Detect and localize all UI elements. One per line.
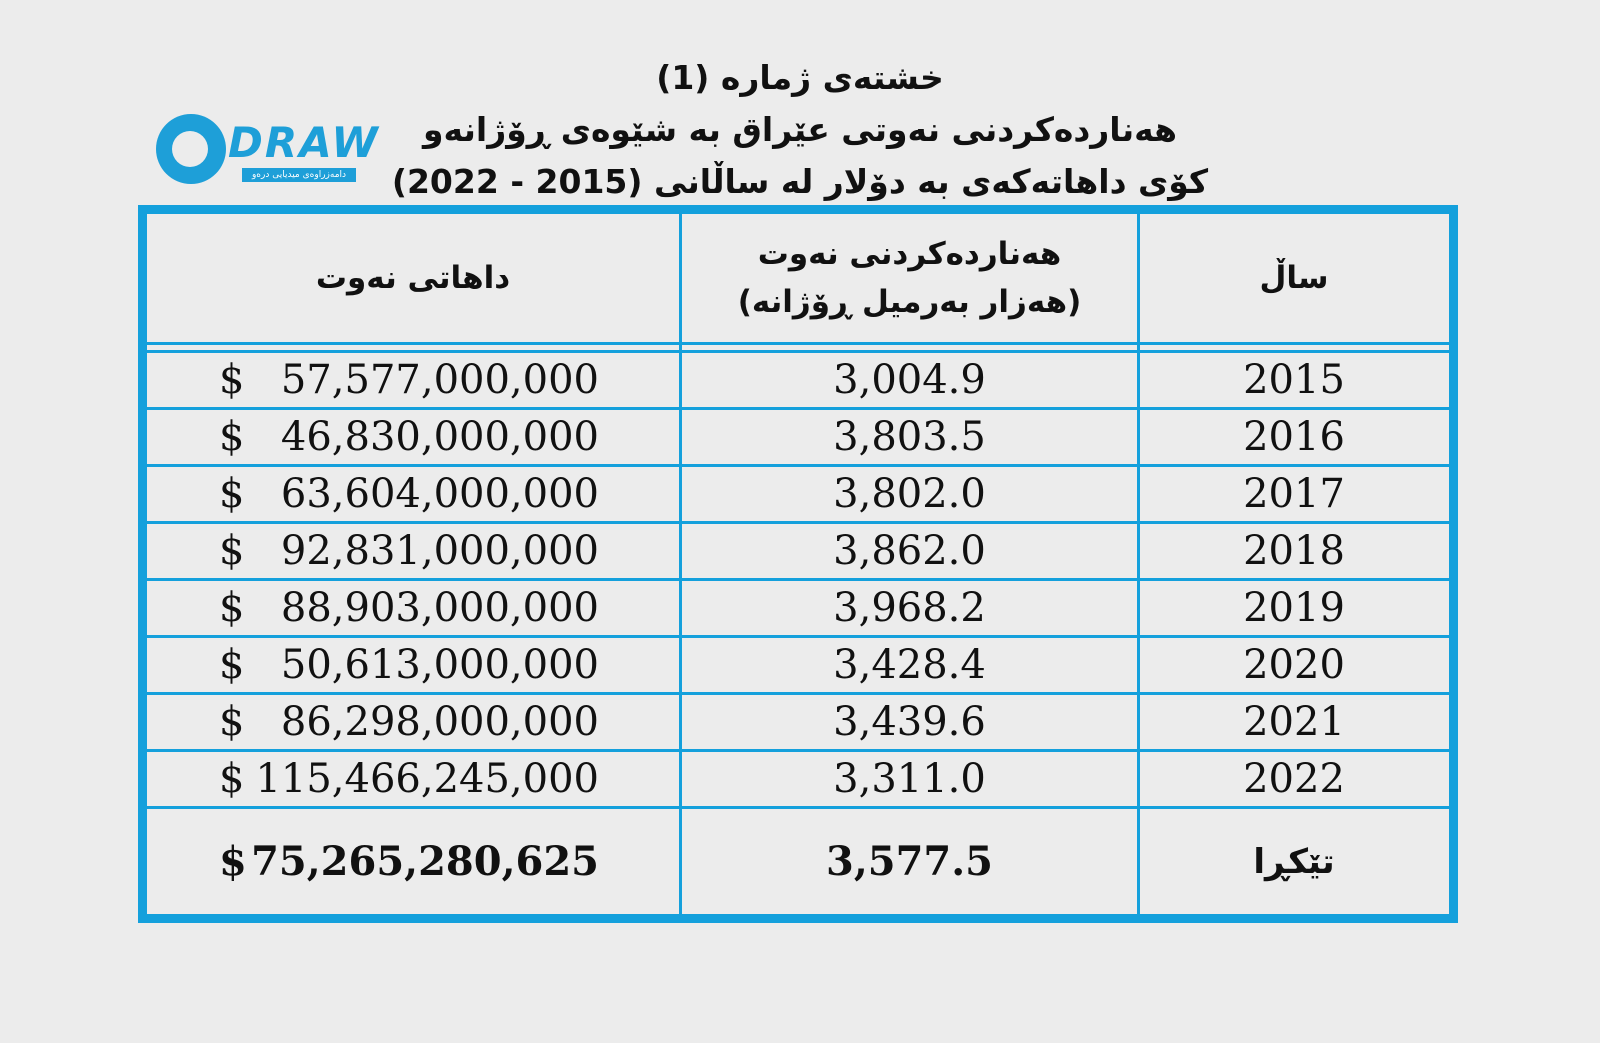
revenue-value: 88,903,000,000 <box>280 585 599 631</box>
revenue-value: 50,613,000,000 <box>280 642 599 688</box>
header-revenue: داهاتی نەوت <box>315 260 511 296</box>
year-cell: 2019 <box>1243 585 1345 631</box>
revenue-value: 63,604,000,000 <box>280 471 599 517</box>
draw-logo <box>156 112 380 194</box>
currency-symbol: $ <box>219 756 245 802</box>
currency-symbol: $ <box>219 357 245 403</box>
header-divider <box>147 342 1449 345</box>
revenue-cell <box>147 524 679 578</box>
revenue-value: 115,466,245,000 <box>255 756 599 802</box>
year-cell: 2022 <box>1243 756 1345 802</box>
title-line-1: خشتەی ژمارە (1) <box>656 58 944 97</box>
currency-symbol: $ <box>219 528 245 574</box>
revenue-cell <box>147 581 679 635</box>
export-cell: 3,968.2 <box>833 585 986 631</box>
header-export-title: هەناردەکردنی نەوت <box>757 236 1062 272</box>
export-cell: 3,439.6 <box>833 699 986 745</box>
revenue-cell <box>147 752 679 806</box>
title-line-2: هەناردەکردنی نەوتی عێراق بە شێوەی ڕۆژانەو <box>423 110 1177 149</box>
year-cell: 2017 <box>1243 471 1345 517</box>
average-export-cell: 3,577.5 <box>825 838 993 885</box>
currency-symbol: $ <box>219 699 245 745</box>
currency-symbol: $ <box>219 414 245 460</box>
header-year: ساڵ <box>1259 260 1329 296</box>
export-cell: 3,802.0 <box>833 471 986 517</box>
revenue-cell <box>147 695 679 749</box>
average-revenue-value: 75,265,280,625 <box>251 838 599 885</box>
export-cell: 3,428.4 <box>833 642 986 688</box>
currency-symbol: $ <box>219 838 247 885</box>
export-cell: 3,311.0 <box>833 756 986 802</box>
currency-symbol: $ <box>219 642 245 688</box>
year-cell: 2015 <box>1243 357 1345 403</box>
export-cell: 3,803.5 <box>833 414 986 460</box>
title-line-3: کۆی داهاتەکەی بە دۆلار لە ساڵانی (2015 - 2022) <box>391 162 1209 201</box>
revenue-cell <box>147 638 679 692</box>
export-cell: 3,004.9 <box>833 357 986 403</box>
oil-export-table <box>138 205 1458 923</box>
logo-circle-icon <box>156 114 226 184</box>
revenue-value: 86,298,000,000 <box>280 699 599 745</box>
revenue-value: 57,577,000,000 <box>280 357 599 403</box>
logo-name: DRAW <box>228 118 380 167</box>
year-cell: 2018 <box>1243 528 1345 574</box>
average-revenue-cell <box>147 809 679 914</box>
revenue-cell <box>147 467 679 521</box>
revenue-cell <box>147 353 679 407</box>
year-cell: 2020 <box>1243 642 1345 688</box>
revenue-cell <box>147 410 679 464</box>
year-cell: 2021 <box>1243 699 1345 745</box>
header-export-unit: (هەزار بەرمیل ڕۆژانە) <box>737 284 1082 320</box>
currency-symbol: $ <box>219 471 245 517</box>
export-cell: 3,862.0 <box>833 528 986 574</box>
average-label-cell: تێکڕا <box>1253 841 1335 882</box>
header-export <box>682 214 1137 342</box>
logo-tagline: دامەزراوەی میدیایی درەو <box>242 168 356 182</box>
currency-symbol: $ <box>219 585 245 631</box>
year-cell: 2016 <box>1243 414 1345 460</box>
revenue-value: 92,831,000,000 <box>280 528 599 574</box>
revenue-value: 46,830,000,000 <box>280 414 599 460</box>
